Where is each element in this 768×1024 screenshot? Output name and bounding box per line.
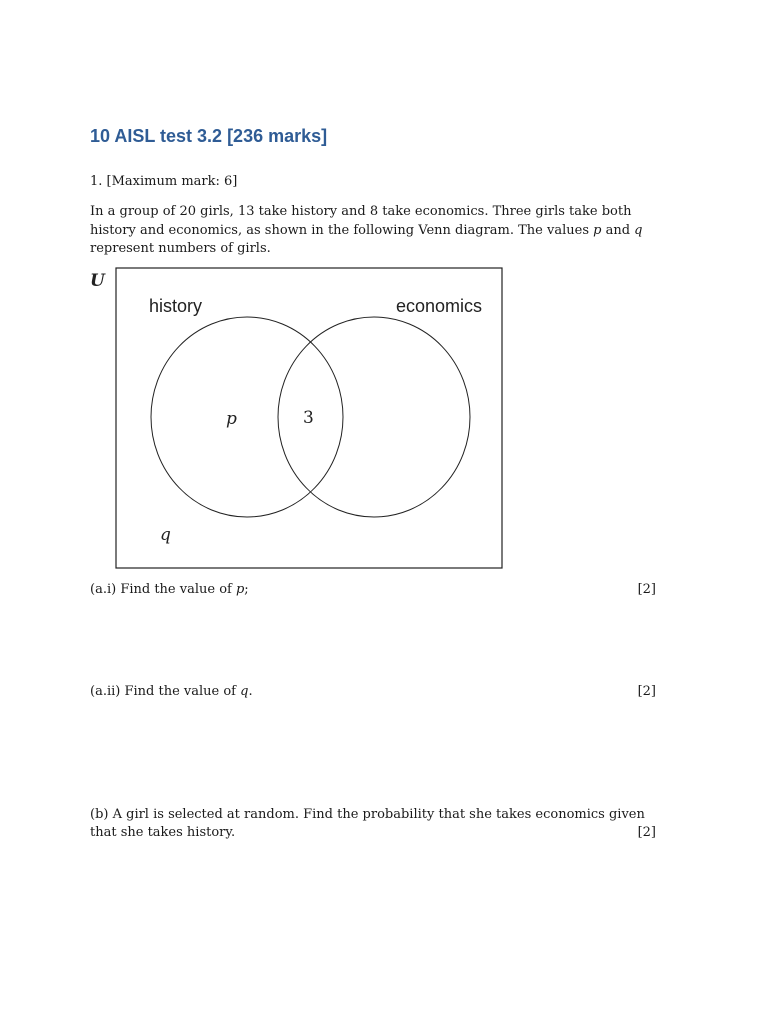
part-a-i [90, 581, 656, 599]
history-label: history [149, 296, 203, 316]
part-a-i-marks: [2] [637, 582, 656, 597]
part-a-i-tail: ; [244, 582, 249, 597]
part-a-i-var: p [235, 582, 245, 597]
intro-text-a: In a group of 20 girls, 13 take history and 8 take economics. Three girls take both history and economics, as shown in the following Venn diagram. The values [90, 204, 632, 238]
intro-var-p: p [593, 222, 602, 238]
intro-text-and: and [601, 222, 635, 238]
part-a-ii-marks: [2] [637, 684, 656, 699]
page-title: 10 AISL test 3.2 [236 marks] [90, 126, 328, 146]
history-circle [151, 317, 343, 517]
economics-label: economics [396, 296, 483, 316]
part-a-ii [90, 683, 656, 701]
region-history-only: p [226, 409, 237, 429]
part-b-marks: [2] [637, 825, 656, 840]
part-a-i-text: (a.i) Find the value of [90, 582, 236, 597]
intro-var-q: q [634, 222, 643, 238]
region-intersection: 3 [303, 408, 314, 428]
universal-label: U [90, 271, 105, 291]
region-outside: q [160, 525, 171, 545]
part-a-ii-tail: . [248, 684, 253, 699]
venn-svg [88, 264, 508, 574]
part-a-ii-var: q [240, 684, 249, 699]
question-heading: 1. [Maximum mark: 6] [90, 174, 238, 189]
part-b-text: (b) A girl is selected at random. Find the probability that she takes economics given that she takes history. [90, 807, 645, 840]
question-intro [90, 203, 662, 259]
part-a-ii-text: (a.ii) Find the value of [90, 684, 241, 699]
intro-text-b: represent numbers of girls. [90, 241, 271, 256]
part-b [90, 806, 656, 842]
venn-diagram [88, 264, 508, 574]
